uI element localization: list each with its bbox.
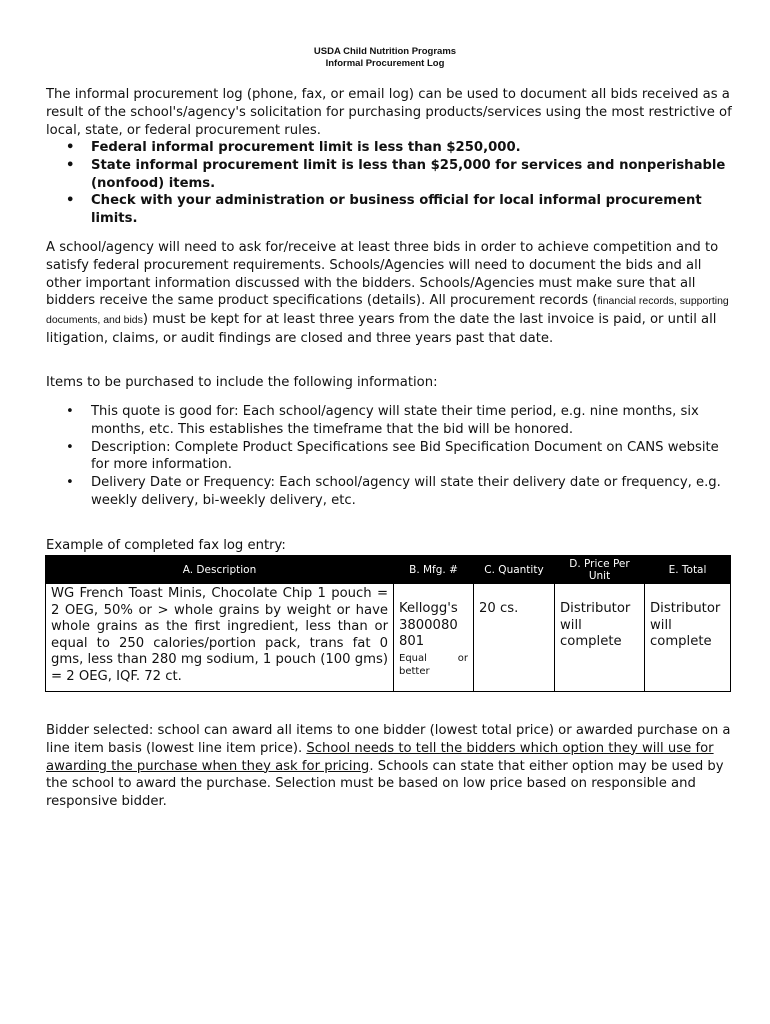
or-text: or [457,652,468,664]
header-price-per-unit: D. Price Per Unit [555,556,645,584]
fax-log-table [45,555,731,692]
items-list [46,403,736,510]
items-intro: Items to be purchased to include the following information: [46,375,438,390]
bidder-underlined-text: School needs to tell the bidders which option they will use for awarding the purchase when they ask for pricing [46,740,714,774]
cell-quantity: 20 cs. [474,584,555,692]
mfg-value: Kellogg's 3800080 801 [399,601,458,650]
list-item: • This quote is good for: Each school/agency will state their time period, e.g. nine months, six months, etc. This establishes the timeframe that the bid will be honored. [66,404,699,437]
competition-paragraph: A school/agency will need to ask for/receive at least three bids in order to achieve competition and to satisfy federal procurement requirements. Schools/Agencies will need to document the bids and all other important information discussed with the bidders. Schools/Agencies must make sure that all bidders receive the same product specifications (details). All procurement records (financial records, supporting documents, and bids) must be kept for at least three years from the date the last invoice is paid, or until all litigation, claims, or audit findings are closed and three years past that date. [46,240,729,346]
bidder-paragraph: Bidder selected: school can award all items to one bidder (lowest total price) or awarded purchase on a line item basis (lowest line item price). School needs to tell the bidders which option they will use for awarding the purchase when they ask for pricing. Schools can state that either option may be used by the school to award the purchase. Selection must be based on low price based on responsible and responsive bidder. [46,723,731,810]
intro-paragraph: The informal procurement log (phone, fax, or email log) can be used to document all bids received as a result of the school's/agency's solicitation for purchasing products/services using the most restrictive of local, state, or federal procurement rules. [46,87,732,138]
list-item: • Description: Complete Product Specifications see Bid Specification Document on CANS website for more information. [66,439,719,473]
header-line-1: USDA Child Nutrition Programs [313,46,457,57]
header-description: A. Description [46,556,394,584]
list-item: • Federal informal procurement limit is less than $250,000. [66,140,521,155]
cell-price: Distributor will complete [555,584,645,692]
cell-description: WG French Toast Minis, Chocolate Chip 1 pouch = 2 OEG, 50% or > whole grains by weight or have whole grains as the first ingredient, less than or equal to 250 calories/portion pack, trans fat 0 gms, less than 280 mg sodium, 1 pouch (100 gms) = 2 OEG, IQF. 72 ct. [46,584,394,692]
cell-mfg [394,584,474,692]
cell-total: Distributor will complete [645,584,731,692]
list-item: • Check with your administration or business official for local informal procurement limits. [66,193,702,227]
header-line-2: Informal Procurement Log [325,58,445,69]
better-text: better [399,665,430,677]
header-mfg: B. Mfg. # [394,556,474,584]
list-item: • Delivery Date or Frequency: Each school/agency will state their delivery date or frequency, e.g. weekly delivery, bi-weekly delivery, etc. [66,475,721,508]
example-label: Example of completed fax log entry: [46,538,286,553]
table-row [46,584,731,692]
list-item: • State informal procurement limit is less than $25,000 for services and nonperishable (nonfood) items. [66,157,726,191]
header-total: E. Total [645,556,731,584]
header-quantity: C. Quantity [474,556,555,584]
equal-text: Equal [399,652,427,664]
limits-list [46,139,736,228]
document-header [0,46,770,70]
table-header-row [46,556,731,584]
